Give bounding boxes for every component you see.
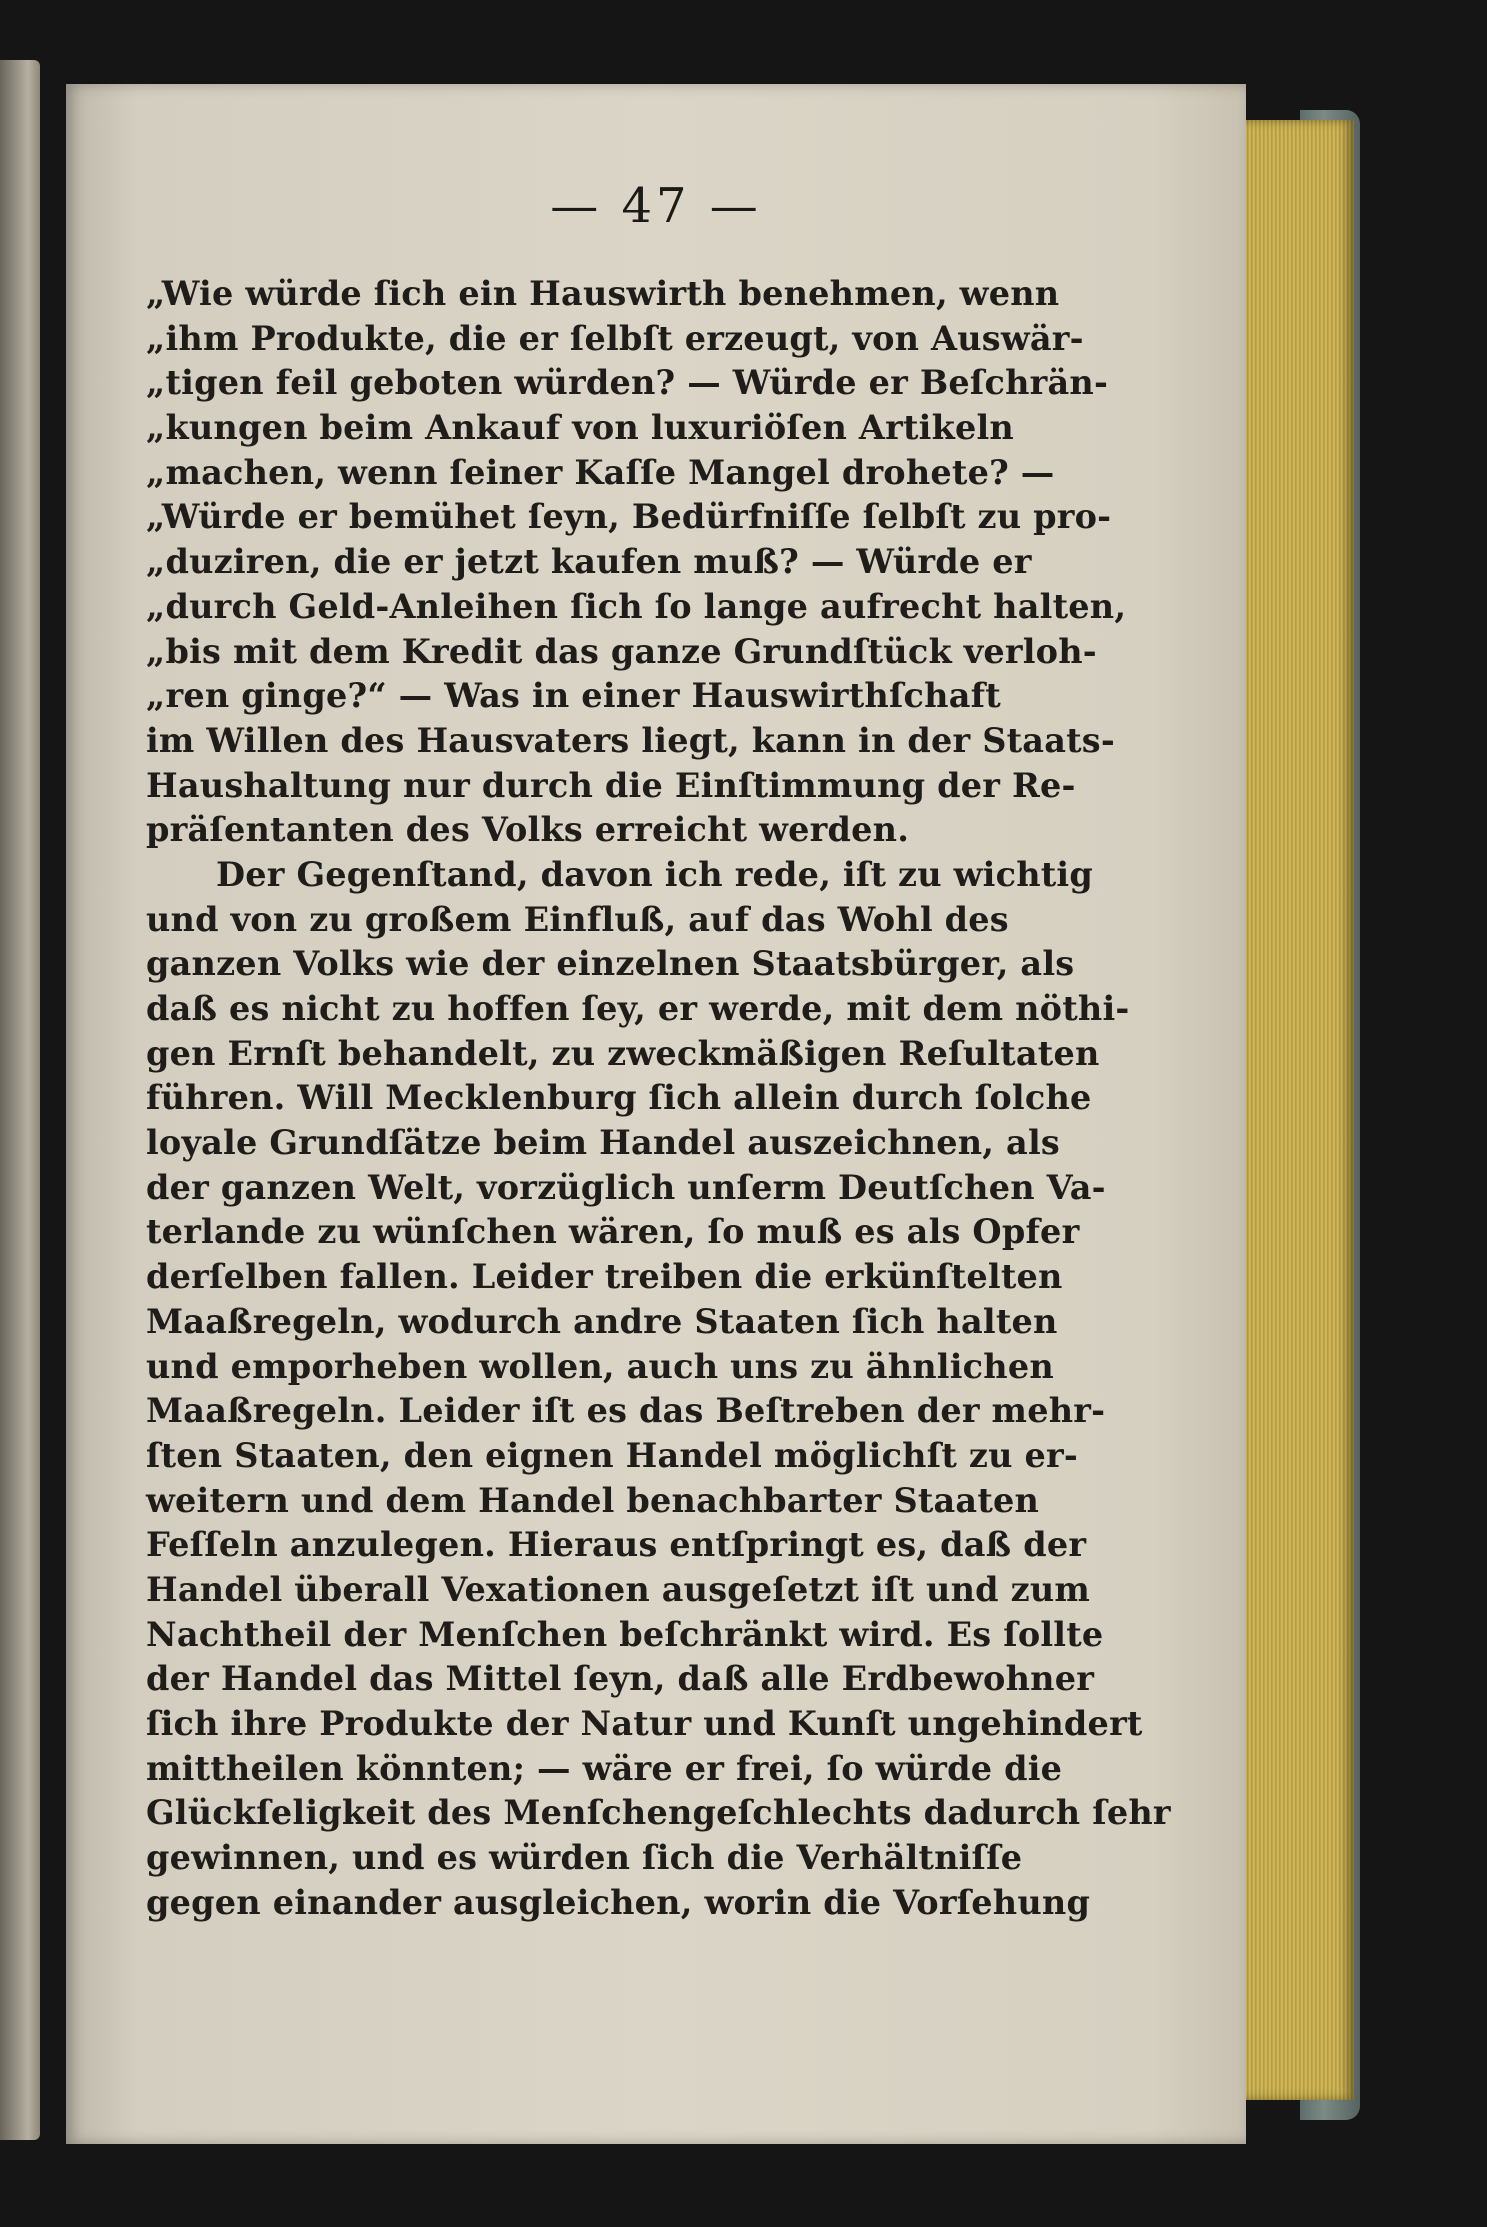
page-body-text	[146, 272, 1171, 1925]
text-line: „tigen feil geboten würden? — Würde er Beſchrän-	[146, 363, 1109, 403]
text-line: der Handel das Mittel ſeyn, daß alle Erdbewohner	[146, 1659, 1095, 1699]
page-block-edge	[1244, 120, 1354, 2100]
text-line: präſentanten des Volks erreicht werden.	[146, 810, 910, 850]
text-line: daß es nicht zu hoffen ſey, er werde, mit dem nöthi-	[146, 989, 1130, 1028]
text-line: Haushaltung nur durch die Einſtimmung der Re-	[146, 765, 1076, 805]
text-line: „bis mit dem Kredit das ganze Grundſtück verloh-	[146, 631, 1097, 671]
text-line: gegen einander ausgleichen, worin die Vorſehung	[146, 1882, 1091, 1922]
text-line: weitern und dem Handel benachbarter Staaten	[146, 1480, 1040, 1520]
text-line: „ren ginge?“ — Was in einer Hauswirthſchaft	[146, 676, 1001, 716]
text-line: „Würde er bemühet ſeyn, Bedürfniſſe ſelbſt zu pro-	[146, 497, 1112, 537]
text-line: Nachtheil der Menſchen beſchränkt wird. Es ſollte	[146, 1614, 1104, 1654]
text-line: und von zu großem Einfluß, auf das Wohl des	[146, 899, 1009, 939]
page-number-header: — 47 —	[550, 178, 762, 234]
text-line: loyale Grundſätze beim Handel auszeichnen, als	[146, 1123, 1060, 1163]
text-line: mittheilen könnten; — wäre er frei, ſo würde die	[146, 1748, 1063, 1788]
text-line: Feſſeln anzulegen. Hieraus entſpringt es, daß der	[146, 1525, 1087, 1565]
text-line: und emporheben wollen, auch uns zu ähnlichen	[146, 1346, 1054, 1386]
text-line: Glückſeligkeit des Menſchengeſchlechts dadurch ſehr	[146, 1793, 1171, 1833]
text-line: gewinnen, und es würden ſich die Verhältniſſe	[146, 1838, 1023, 1878]
text-line: „durch Geld-Anleihen ſich ſo lange aufrecht halten,	[146, 586, 1127, 626]
text-line: „Wie würde ſich ein Hauswirth benehmen, wenn	[146, 274, 1060, 313]
text-line: „duziren, die er jetzt kaufen muß? — Würde er	[146, 542, 1032, 582]
text-line: Maaßregeln. Leider iſt es das Beſtreben der mehr-	[146, 1391, 1106, 1431]
text-line: Der Gegenſtand, davon ich rede, iſt zu wichtig	[216, 854, 1093, 894]
text-line: „machen, wenn ſeiner Kaſſe Mangel drohete? —	[146, 452, 1055, 492]
text-line: der ganzen Welt, vorzüglich unſerm Deutſchen Va-	[146, 1167, 1106, 1207]
text-line: Handel überall Vexationen ausgeſetzt iſt und zum	[146, 1569, 1091, 1609]
text-line: im Willen des Hausvaters liegt, kann in der Staats-	[146, 720, 1115, 760]
text-line: terlande zu wünſchen wären, ſo muß es als Opfer	[146, 1212, 1080, 1252]
text-line: gen Ernſt behandelt, zu zweckmäßigen Reſultaten	[146, 1033, 1100, 1073]
text-line: derſelben fallen. Leider treiben die erkünſtelten	[146, 1257, 1063, 1297]
text-line: „kungen beim Ankauf von luxuriöſen Artikeln	[146, 408, 1014, 448]
text-line: ganzen Volks wie der einzelnen Staatsbürger, als	[146, 944, 1075, 984]
text-line: „ihm Produkte, die er ſelbſt erzeugt, von Auswär-	[146, 318, 1084, 358]
text-line: ſten Staaten, den eignen Handel möglichſt zu er-	[146, 1435, 1078, 1475]
text-line: führen. Will Mecklenburg ſich allein durch ſolche	[146, 1078, 1092, 1118]
text-line: Maaßregeln, wodurch andre Staaten ſich halten	[146, 1301, 1058, 1341]
previous-page-edge	[0, 60, 40, 2140]
text-line: ſich ihre Produkte der Natur und Kunſt ungehindert	[146, 1704, 1143, 1743]
